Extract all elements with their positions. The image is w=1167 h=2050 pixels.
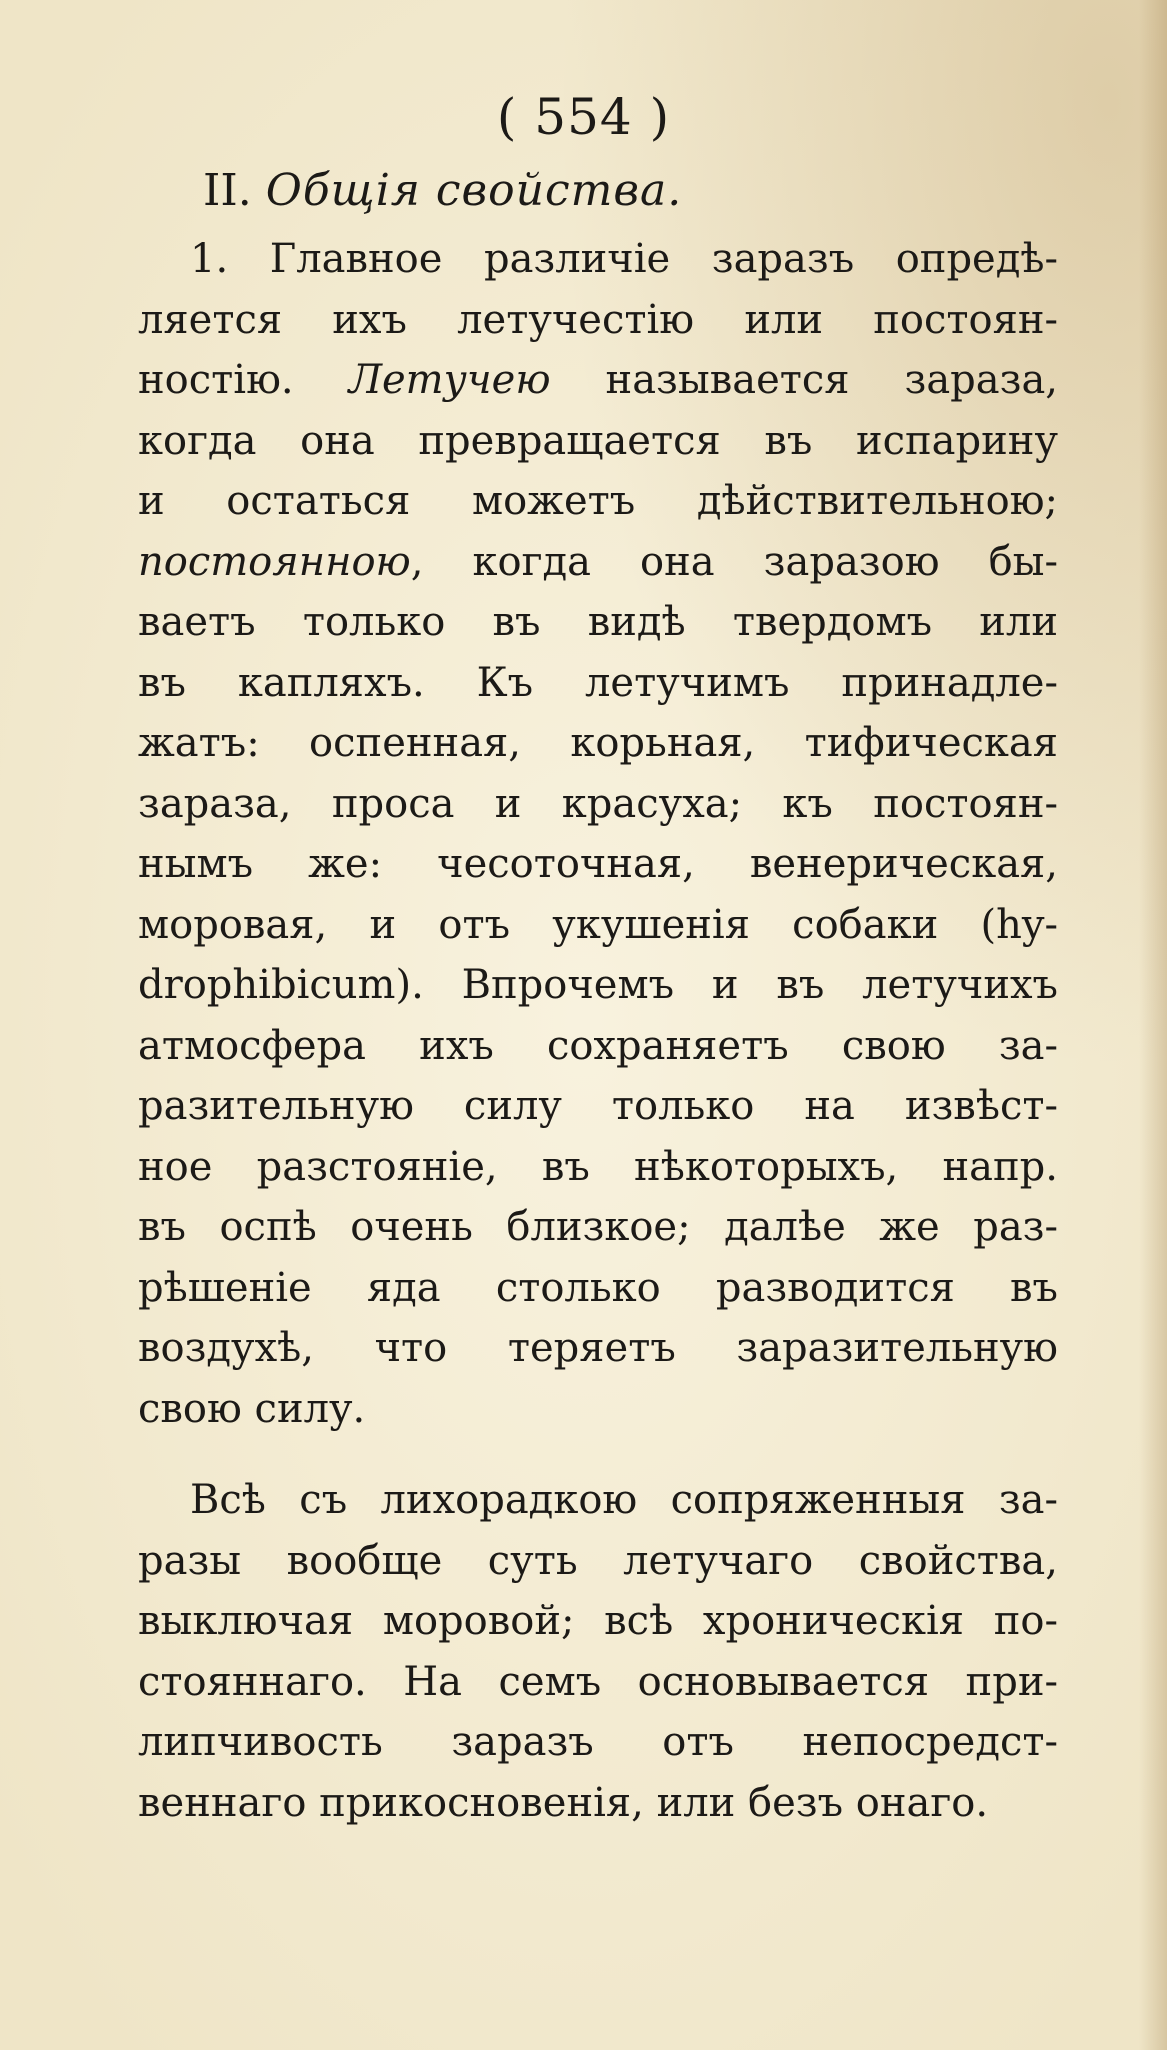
text-segment: зараза, проса и красуха; къ постоян- — [138, 780, 1058, 827]
text-segment: и остаться можетъ дѣйствительною; — [138, 478, 1058, 524]
text-segment: ляется ихъ летучестію или постоян- — [138, 296, 1058, 343]
text-segment: drophibicum). Впрочемъ и въ летучихъ — [138, 962, 1058, 1008]
page-edge-shadow — [1139, 0, 1167, 2050]
section-heading — [203, 165, 682, 216]
italic-term: постоянною — [138, 538, 411, 585]
text-segment: веннаго прикосновенія, или безъ онаго. — [138, 1779, 989, 1826]
text-line — [138, 1137, 1058, 1198]
section-title: Общія свойства. — [265, 165, 683, 216]
text-segment: въ оспѣ очень близкое; далѣе же раз- — [138, 1204, 1058, 1250]
text-line — [138, 834, 1058, 895]
text-line — [138, 1531, 1058, 1592]
text-segment: 1. Главное различіе заразъ опредѣ- — [190, 236, 1058, 282]
text-line — [138, 1379, 1058, 1440]
text-segment: ное разстояніе, въ нѣкоторыхъ, напр. — [138, 1143, 1058, 1190]
text-line — [138, 1258, 1058, 1319]
text-line — [138, 895, 1058, 956]
text-line — [138, 713, 1058, 774]
text-line — [138, 653, 1058, 714]
text-line — [138, 229, 1058, 290]
text-segment: жатъ: оспенная, корьная, тифическая — [138, 720, 1058, 766]
text-line — [138, 1318, 1058, 1379]
text-line — [138, 592, 1058, 653]
text-segment: выключая моровой; всѣ хроническія по- — [138, 1598, 1058, 1644]
text-line — [138, 1652, 1058, 1713]
text-line — [138, 1076, 1058, 1137]
text-segment: моровая, и отъ укушенія собаки (hy- — [138, 901, 1058, 948]
text-segment: въ капляхъ. Къ летучимъ принадле- — [138, 659, 1058, 706]
text-line — [138, 471, 1058, 532]
text-segment: рѣшеніе яда столько разводится въ — [138, 1264, 1058, 1311]
text-line — [138, 1197, 1058, 1258]
text-segment: нымъ же: чесоточная, венерическая, — [138, 841, 1058, 887]
text-line — [138, 1016, 1058, 1077]
text-segment: , когда она заразою бы- — [410, 538, 1058, 585]
section-number: II. — [203, 165, 252, 216]
text-segment: воздухѣ, что теряетъ заразительную — [138, 1325, 1058, 1371]
text-segment: липчивость заразъ отъ непосредст- — [138, 1719, 1058, 1765]
text-segment: атмосфера ихъ сохраняетъ свою за- — [138, 1022, 1058, 1069]
paragraph-2 — [138, 1470, 1058, 1833]
text-line — [138, 290, 1058, 351]
text-line — [138, 1712, 1058, 1773]
text-line — [138, 955, 1058, 1016]
text-segment: называется зараза, — [550, 357, 1059, 403]
text-segment: Всѣ съ лихорадкою сопряженныя за- — [190, 1477, 1058, 1523]
text-line — [138, 1591, 1058, 1652]
paragraph-1 — [138, 229, 1058, 1439]
text-segment: разительную силу только на извѣст- — [138, 1083, 1058, 1129]
text-line — [138, 411, 1058, 472]
text-line — [138, 1773, 1058, 1834]
text-segment: ностію. — [138, 357, 349, 403]
text-segment: ваетъ только въ видѣ твердомъ или — [138, 599, 1058, 645]
text-segment: свою силу. — [138, 1385, 366, 1432]
text-segment: когда она превращается въ испарину — [138, 417, 1058, 464]
text-line — [138, 532, 1058, 593]
text-line — [138, 350, 1058, 411]
text-segment: разы вообще суть летучаго свойства, — [138, 1537, 1058, 1584]
text-segment: стояннаго. На семъ основывается при- — [138, 1658, 1058, 1705]
text-line — [138, 774, 1058, 835]
text-line — [138, 1470, 1058, 1531]
page-number: ( 554 ) — [496, 88, 671, 146]
italic-term: Летучею — [348, 357, 551, 403]
